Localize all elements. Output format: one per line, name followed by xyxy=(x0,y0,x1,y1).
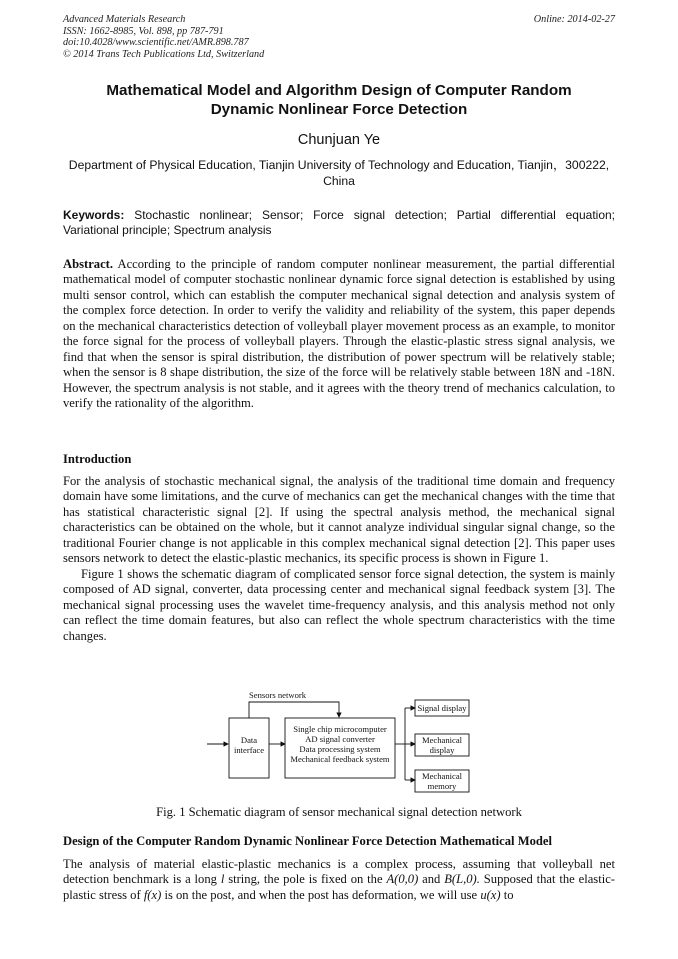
affiliation-line-1: Department of Physical Education, Tianjin University of Technology and Education, Tianjin，300222, xyxy=(68,158,610,172)
author-name: Chunjuan Ye xyxy=(297,132,381,148)
output-label-2a: Mechanical xyxy=(421,735,463,745)
output-label-1: Signal display xyxy=(417,703,467,713)
schematic-diagram xyxy=(195,688,485,796)
sensors-network-line xyxy=(249,702,339,718)
design-text-1: The analysis of material elastic-plastic mechanics is a complex process, assuming that volleyball net detection benchmark is a long xyxy=(63,857,615,887)
intro-paragraph-1: For the analysis of stochastic mechanical signal, the analysis of the traditional time domain and frequency domain have some limitations, and the curve of mechanics can get the mechanical changes with the time that has statistical characteristic signal [2]. If using the spectral analysis method, the mechanical signal characteristics can be obtained on the whole, but it cannot analyze individual singular signal change, so the traditional Fourier change is not applicable in this complex mechanical signal detection [2]. This paper uses sensors network to detect the elastic-plastic mechanics, its specific process is shown in Figure 1. xyxy=(63,474,615,566)
output-label-3b: memory xyxy=(427,781,457,791)
abstract xyxy=(63,257,615,412)
func-fx: f(x) xyxy=(143,887,162,902)
intro-section xyxy=(63,474,615,644)
center-label-2: AD signal converter xyxy=(305,734,375,744)
journal-name: Advanced Materials Research xyxy=(63,14,186,25)
abstract-text: According to the principle of random computer nonlinear measurement, the partial differential mathematical model of computer stochastic nonlinear dynamic force signal detection is established by using multi sensor control, which can establish the computer mechanical signal detection and analysis system of the complex force detection. In order to verify the validity and reliability of the system, this paper depends on the mechanical characteristics detection of volleyball player movement process as an example, to monitor the force signal for the process of volleyball players. Through the elastic-plastic stress signal analysis, we find that when the sensor is spiral distribution, the distribution of power spectrum will be relatively stable; when the sensor is 8 shape distribution, the size of the force will be relatively stable between 18N and -18N. However, the spectrum analysis is not stable, and it agrees with the theory trend of mechanics calculation, to verify the rationality of the algorithm. xyxy=(63,257,615,411)
data-interface-label-2: interface xyxy=(233,745,265,755)
affiliation-line-2: China xyxy=(323,173,355,188)
journal-copyright: © 2014 Trans Tech Publications Ltd, Switzerland xyxy=(63,48,265,60)
func-ux: u(x) xyxy=(480,887,501,902)
design-text-4: is on the post, and when the post has deformation, we will use xyxy=(164,887,478,902)
intro-heading: Introduction xyxy=(63,452,132,466)
title-line-2: Dynamic Nonlinear Force Detection xyxy=(210,100,468,118)
design-text-5: to xyxy=(503,887,514,902)
point-b: B(L,0). xyxy=(444,872,480,887)
output-label-3a: Mechanical xyxy=(421,771,463,781)
sensors-network-label: Sensors network xyxy=(249,690,307,700)
keywords-text: Stochastic nonlinear; Sensor; Force signal detection; Partial differential equation; Variational principle; Spectrum analysis xyxy=(63,208,615,237)
paper-title xyxy=(63,82,615,119)
design-text-and: and xyxy=(422,872,441,887)
affiliation xyxy=(63,158,615,189)
title-line-1: Mathematical Model and Algorithm Design of Computer Random xyxy=(106,82,572,99)
keywords-label: Keywords: xyxy=(63,208,125,222)
point-a: A(0,0) xyxy=(386,872,419,887)
design-text-3: Supposed that the elastic-plastic stress of xyxy=(63,872,615,902)
journal-issn: ISSN: 1662-8985, Vol. 898, pp 787-791 xyxy=(63,25,224,37)
figure-1 xyxy=(195,688,485,796)
design-text-2: string, the pole is fixed on the xyxy=(228,872,383,887)
center-label-3: Data processing system xyxy=(299,744,381,754)
design-paragraph xyxy=(63,857,615,903)
data-interface-label-1: Data xyxy=(240,735,258,745)
abstract-label: Abstract. xyxy=(63,257,114,271)
output-label-2b: display xyxy=(429,745,455,755)
journal-doi[interactable]: doi:10.4028/www.scientific.net/AMR.898.787 xyxy=(63,37,249,49)
center-label-1: Single chip microcomputer xyxy=(293,724,387,734)
keywords xyxy=(63,208,615,238)
design-heading: Design of the Computer Random Dynamic Nonlinear Force Detection Mathematical Model xyxy=(63,834,552,848)
online-date: Online: 2014-02-27 xyxy=(533,14,615,25)
var-l: l xyxy=(220,872,225,887)
intro-paragraph-2: Figure 1 shows the schematic diagram of complicated sensor force signal detection, the system is mainly composed of AD signal, converter, data processing center and mechanical signal feedback system [3]. The mechanical signal processing uses the wavelet time-frequency analysis, and this analysis method not only can reflect the time domain features, but also can reflect the whole spectrum characteristics with the time changes. xyxy=(63,566,615,643)
figure-caption: Fig. 1 Schematic diagram of sensor mechanical signal detection network xyxy=(156,805,522,819)
center-label-4: Mechanical feedback system xyxy=(290,754,390,764)
journal-header xyxy=(63,14,264,60)
